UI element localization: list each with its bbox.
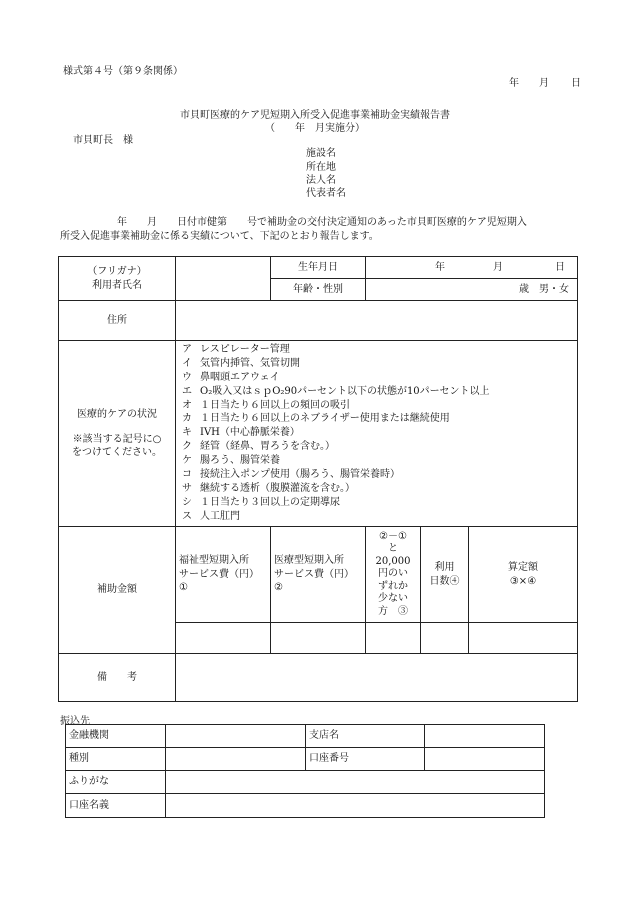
document-subtitle: （ 年 月実施分） [265, 123, 365, 134]
user-name-label: 利用者氏名 [92, 279, 142, 291]
care-item-text: １日当たり６回以上のネブライザー使用または継続使用 [200, 413, 450, 425]
care-item[interactable] [182, 454, 574, 468]
bank-section-label: 振込先 [60, 716, 90, 727]
care-item-text: 人工肛門 [200, 510, 240, 522]
branch-label: 支店名 [306, 725, 425, 748]
body-text-line2: 所受入促進事業補助金に係る実績について、下記のとおり報告します。 [60, 231, 379, 242]
care-item[interactable] [182, 440, 574, 454]
care-item[interactable] [182, 468, 574, 482]
lesser-amount-line1: ②－① [379, 530, 407, 542]
care-item-text: 腸ろう、腸管栄養 [200, 455, 280, 467]
welfare-service-header [176, 527, 271, 623]
birthdate-label: 生年月日 [271, 257, 366, 279]
care-item[interactable] [182, 412, 574, 426]
care-item-letter: エ [182, 385, 192, 397]
care-item-letter: ウ [182, 371, 192, 383]
care-item-text: 継続する透析（腹膜灌流を含む。） [200, 482, 355, 494]
care-item[interactable] [182, 399, 574, 413]
care-item-text: 接続注入ポンプ使用（腸ろう、腸管栄養時） [200, 469, 400, 481]
lesser-amount-line4: 円のい [378, 568, 408, 580]
account-type-label: 種別 [66, 748, 166, 771]
care-item-text: 経管（経鼻、胃ろうを含む。） [200, 441, 335, 453]
header-date-day: 日 [571, 78, 581, 89]
care-note-line1: ※該当する記号に○ [72, 434, 162, 445]
representative-name-label: 代表者名 [306, 188, 346, 199]
header-date-year: 年 [509, 78, 519, 89]
care-item-letter: キ [182, 427, 192, 439]
welfare-service-line2: サービス費（円） [179, 568, 259, 580]
main-table [58, 256, 578, 702]
lesser-amount-line5: ずれか [378, 580, 408, 592]
welfare-service-line1: 福祉型短期入所 [179, 555, 249, 567]
care-item-text: O₂吸入又はｓｐO₂90パーセント以下の状態が10パーセント以上 [200, 385, 490, 397]
care-item-letter: シ [182, 496, 192, 508]
birthdate-year: 年 [435, 261, 446, 273]
facility-name-label: 施設名 [306, 148, 336, 159]
care-item[interactable] [182, 510, 574, 524]
medical-service-line3: ② [274, 582, 283, 594]
care-label-cell [59, 341, 176, 527]
account-type-value[interactable] [166, 748, 306, 771]
care-item[interactable] [182, 357, 574, 371]
care-item-letter: カ [182, 413, 192, 425]
care-item-letter: ク [182, 441, 192, 453]
care-item[interactable] [182, 371, 574, 385]
lesser-amount-value[interactable] [366, 623, 421, 654]
care-items-list [182, 343, 574, 524]
care-item[interactable] [182, 496, 574, 510]
header-date-month: 月 [539, 78, 549, 89]
lesser-amount-line3: 20,000 [375, 555, 411, 567]
welfare-service-value[interactable] [176, 623, 271, 654]
medical-service-value[interactable] [271, 623, 366, 654]
medical-service-line2: サービス費（円） [274, 568, 354, 580]
form-number: 様式第４号（第９条関係） [63, 66, 183, 77]
lesser-amount-line7: 方 ③ [378, 605, 408, 617]
care-item-letter: コ [182, 469, 192, 481]
care-item-letter: ケ [182, 455, 192, 467]
lesser-amount-line2: と [388, 543, 398, 555]
care-item-text: 鼻咽頭エアウェイ [200, 371, 280, 383]
furigana-label: （フリガナ） [87, 266, 147, 277]
care-note-line2: をつけてください。 [72, 447, 162, 458]
bank-table [65, 724, 545, 818]
lesser-amount-line6: 少ない [378, 593, 408, 605]
calculated-amount-header [469, 527, 578, 623]
usage-days-header [421, 527, 469, 623]
medical-service-line1: 医療型短期入所 [274, 555, 344, 567]
care-item-text: レスピレーター管理 [200, 344, 290, 355]
care-items-cell [176, 341, 578, 527]
care-item[interactable] [182, 385, 574, 399]
care-item-letter: サ [182, 482, 192, 494]
welfare-service-line3: ① [179, 582, 188, 594]
subsidy-label: 補助金額 [59, 527, 176, 654]
user-name-value-cell[interactable] [176, 257, 271, 301]
care-item-text: １日当たり６回以上の頻回の吸引 [200, 399, 350, 411]
institution-label: 金融機関 [66, 725, 166, 748]
care-item[interactable] [182, 343, 574, 357]
birthdate-month: 月 [493, 261, 504, 273]
branch-value[interactable] [425, 725, 545, 748]
account-name-value[interactable] [166, 794, 545, 818]
location-label: 所在地 [306, 162, 336, 173]
care-item-letter: ス [182, 510, 192, 522]
address-value-cell[interactable] [176, 301, 578, 341]
calculated-amount-line1: 算定額 [508, 562, 538, 573]
calculated-amount-value[interactable] [469, 623, 578, 654]
user-name-label-cell [59, 257, 176, 301]
care-label: 医療的ケアの状況 [77, 409, 157, 420]
document-title: 市貝町医療的ケア児短期入所受入促進事業補助金実績報告書 [180, 110, 450, 121]
body-text-line1: 年 月 日付市健第 号で補助金の交付決定通知のあった市貝町医療的ケア児短期入 [117, 217, 527, 228]
account-furigana-label: ふりがな [66, 771, 166, 794]
care-item-text: IVH（中心静脈栄養） [200, 427, 300, 439]
care-item-letter: ア [182, 344, 192, 355]
account-name-label: 口座名義 [66, 794, 166, 818]
account-furigana-value[interactable] [166, 771, 545, 794]
age-sex-value[interactable]: 歳 男・女 [366, 279, 578, 301]
care-item-letter: オ [182, 399, 192, 411]
birthdate-day: 日 [555, 261, 566, 273]
calculated-amount-line2: ③×④ [509, 575, 537, 587]
care-item-letter: イ [182, 357, 192, 369]
remarks-value-cell[interactable] [176, 654, 578, 702]
institution-value[interactable] [166, 725, 306, 748]
age-sex-label: 年齢・性別 [271, 279, 366, 301]
addressee: 市貝町長 様 [73, 135, 133, 146]
medical-service-header [271, 527, 366, 623]
care-item[interactable] [182, 426, 574, 440]
usage-days-line1: 利用 [434, 562, 455, 573]
account-number-label: 口座番号 [306, 748, 425, 771]
care-item-text: 気管内挿管、気管切開 [200, 357, 300, 369]
care-item[interactable] [182, 482, 574, 496]
usage-days-value[interactable] [421, 623, 469, 654]
account-number-value[interactable] [425, 748, 545, 771]
remarks-label: 備 考 [59, 654, 176, 702]
lesser-amount-header [366, 527, 421, 623]
corporation-name-label: 法人名 [306, 175, 336, 186]
usage-days-line2: 日数④ [429, 575, 460, 587]
address-label: 住所 [59, 301, 176, 341]
birthdate-value-cell[interactable] [366, 257, 578, 279]
care-item-text: １日当たり３回以上の定期導尿 [200, 496, 340, 508]
